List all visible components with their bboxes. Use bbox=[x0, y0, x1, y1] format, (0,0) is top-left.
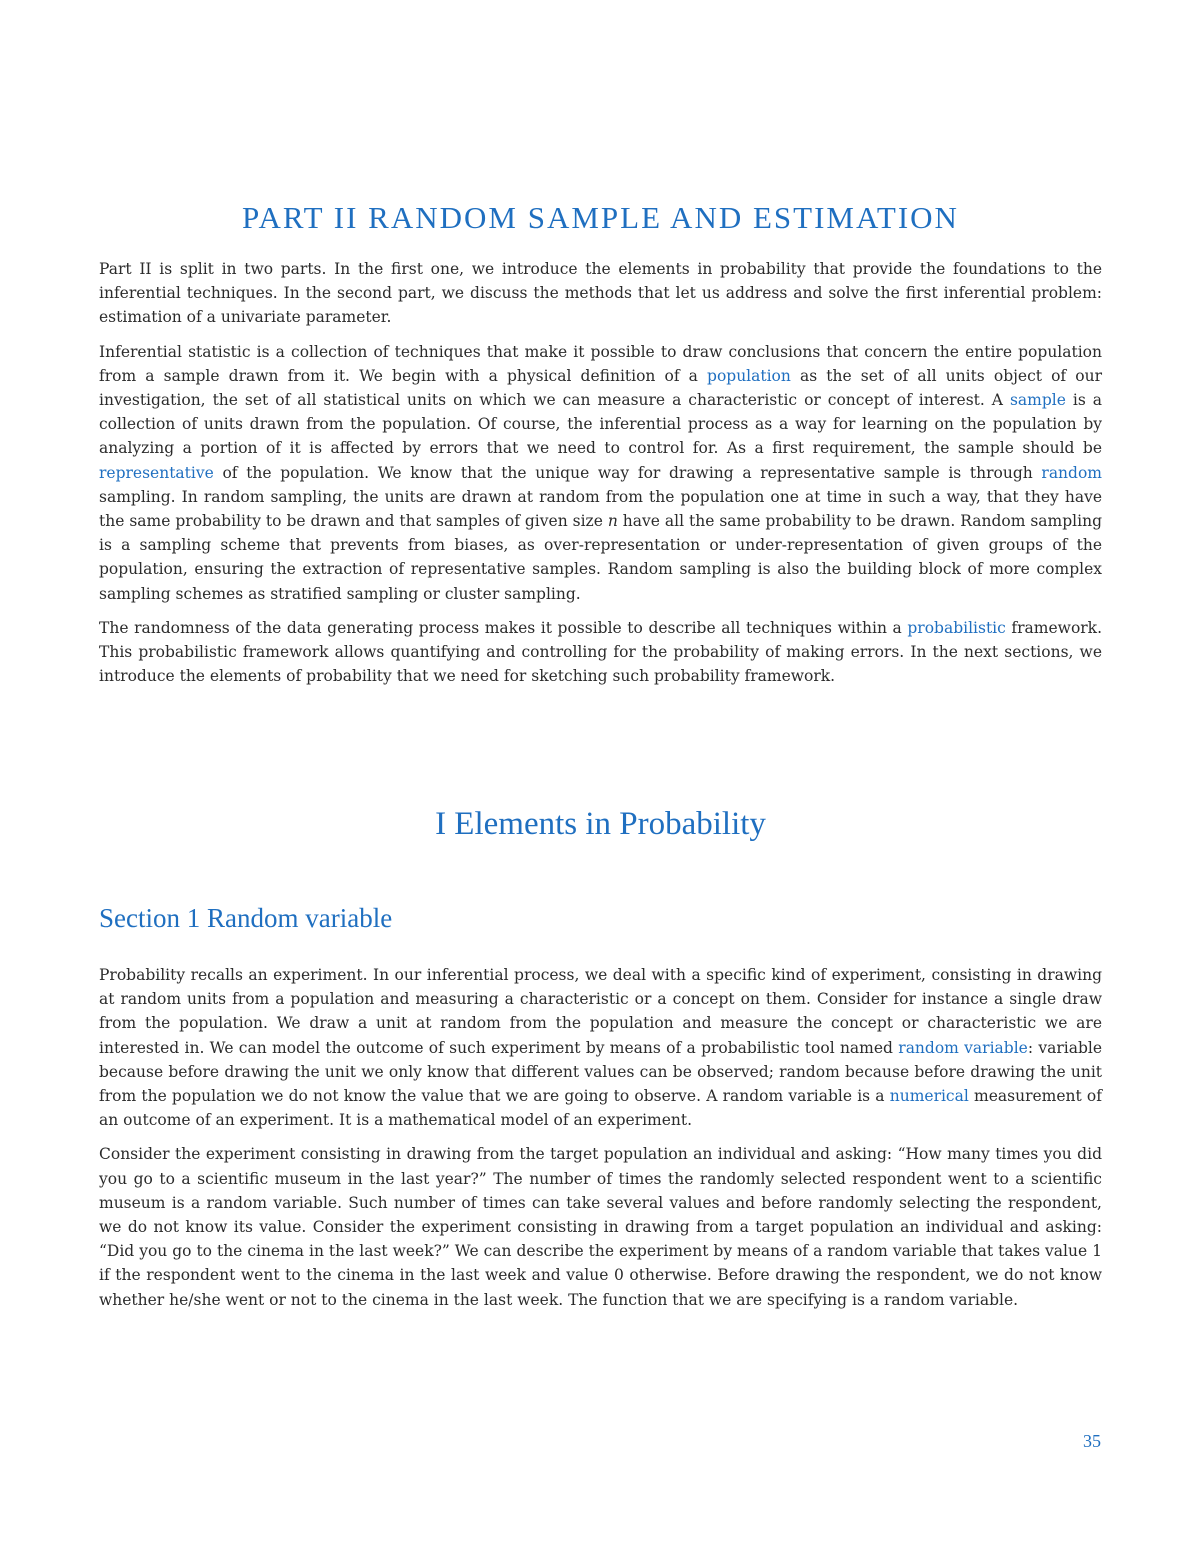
text-run: as the set of all units object of our investigation, the set of all statistical units on which we can measure a characteristic or concept of interest. A bbox=[99, 366, 1102, 410]
intro-paragraph-2 bbox=[99, 340, 1102, 606]
section-title: Section 1 Random variable bbox=[99, 903, 393, 933]
text-run: framework. This probabilistic framework allows quantifying and controlling for the probability of making errors. In the next sections, we introduce the elements of probability that we need for sketching such probability framework. bbox=[99, 618, 1102, 686]
part-intro bbox=[99, 257, 1102, 698]
text-run: measurement of an outcome of an experiment. It is a mathematical model of an experiment. bbox=[99, 1087, 1102, 1130]
section-paragraph-2: Consider the experiment consisting in drawing from the target population an individual and asking: “How many times you did you go to a scientific museum in the last year?” The number of times the randomly selected respondent went to a scientific museum is a random variable. Such number of times can take several values and before randomly selecting the respondent, we do not know its value. Consider the experiment consisting in drawing from a target population an individual and asking: “Did you go to the cinema in the last week?” We can describe the experiment by means of a random variable that takes value 1 if the respondent went to the cinema in the last week and value 0 otherwise. Before drawing the respondent, we do not know whether he/she went or not to the cinema in the last week. The function that we are specifying is a random variable. bbox=[99, 1145, 1102, 1309]
term-population[interactable]: population bbox=[707, 366, 791, 385]
section-body bbox=[99, 963, 1102, 1322]
text-run: : variable because before drawing the unit we only know that different values can be observed; random because before drawing the unit from the population we do not know the value that we are going to observe. A random variable is a bbox=[99, 1038, 1103, 1106]
term-random-variable[interactable]: random variable bbox=[898, 1038, 1028, 1057]
intro-paragraph-3 bbox=[99, 616, 1102, 689]
text-run: is a collection of units drawn from the population. Of course, the inferential process as a way for learning on the population by analyzing a portion of it is affected by errors that we need to control for. As a first requirement, the sample should be bbox=[99, 391, 1102, 458]
term-representative[interactable]: representative bbox=[99, 463, 214, 482]
text-run: have all the same probability to be drawn. Random sampling is a sampling scheme that prevents from biases, as over-representation or under-representation of given groups of the population, ensuring the extraction of representative samples. Random sampling is also the building block of more complex sampling schemes as stratified sampling or cluster sampling. bbox=[99, 512, 1102, 603]
text-run: Inferential statistic is a collection of techniques that make it possible to draw conclusions that concern the entire population from a sample drawn from it. We begin with a physical definition of a bbox=[99, 342, 1102, 385]
term-sample[interactable]: sample bbox=[1009, 391, 1066, 410]
term-probabilistic[interactable]: probabilistic bbox=[907, 618, 1006, 637]
part-title: PART II RANDOM SAMPLE AND ESTIMATION bbox=[242, 200, 959, 235]
term-numerical[interactable]: numerical bbox=[889, 1087, 969, 1106]
page-number: 35 bbox=[1083, 1431, 1101, 1451]
math-n: n bbox=[607, 512, 618, 531]
section-paragraph-1 bbox=[99, 963, 1102, 1132]
chapter-title: I Elements in Probability bbox=[435, 806, 766, 842]
text-run: sampling. In random sampling, the units are drawn at random from the population one at time in such a way, that they have the same probability to be drawn and that samples of given size bbox=[99, 487, 1102, 531]
term-random[interactable]: random bbox=[1041, 463, 1102, 482]
text-run: The randomness of the data generating process makes it possible to describe all techniques within a bbox=[99, 618, 908, 637]
text-run: Probability recalls an experiment. In our inferential process, we deal with a specific kind of experiment, consisting in drawing at random units from a population and measuring a characteristic or a concept on them. Consider for instance a single draw from the population. We draw a unit at random from the population and measure the concept or characteristic we are interested in. We can model the outcome of such experiment by means of a probabilistic tool named bbox=[99, 966, 1102, 1057]
text-run: of the population. We know that the unique way for drawing a representative sample is through bbox=[213, 463, 1042, 482]
intro-paragraph-1: Part II is split in two parts. In the first one, we introduce the elements in probability that provide the foundations to the inferential techniques. In the second part, we discuss the methods that let us address and solve the first inferential problem: estimation of a univariate parameter. bbox=[99, 260, 1102, 327]
